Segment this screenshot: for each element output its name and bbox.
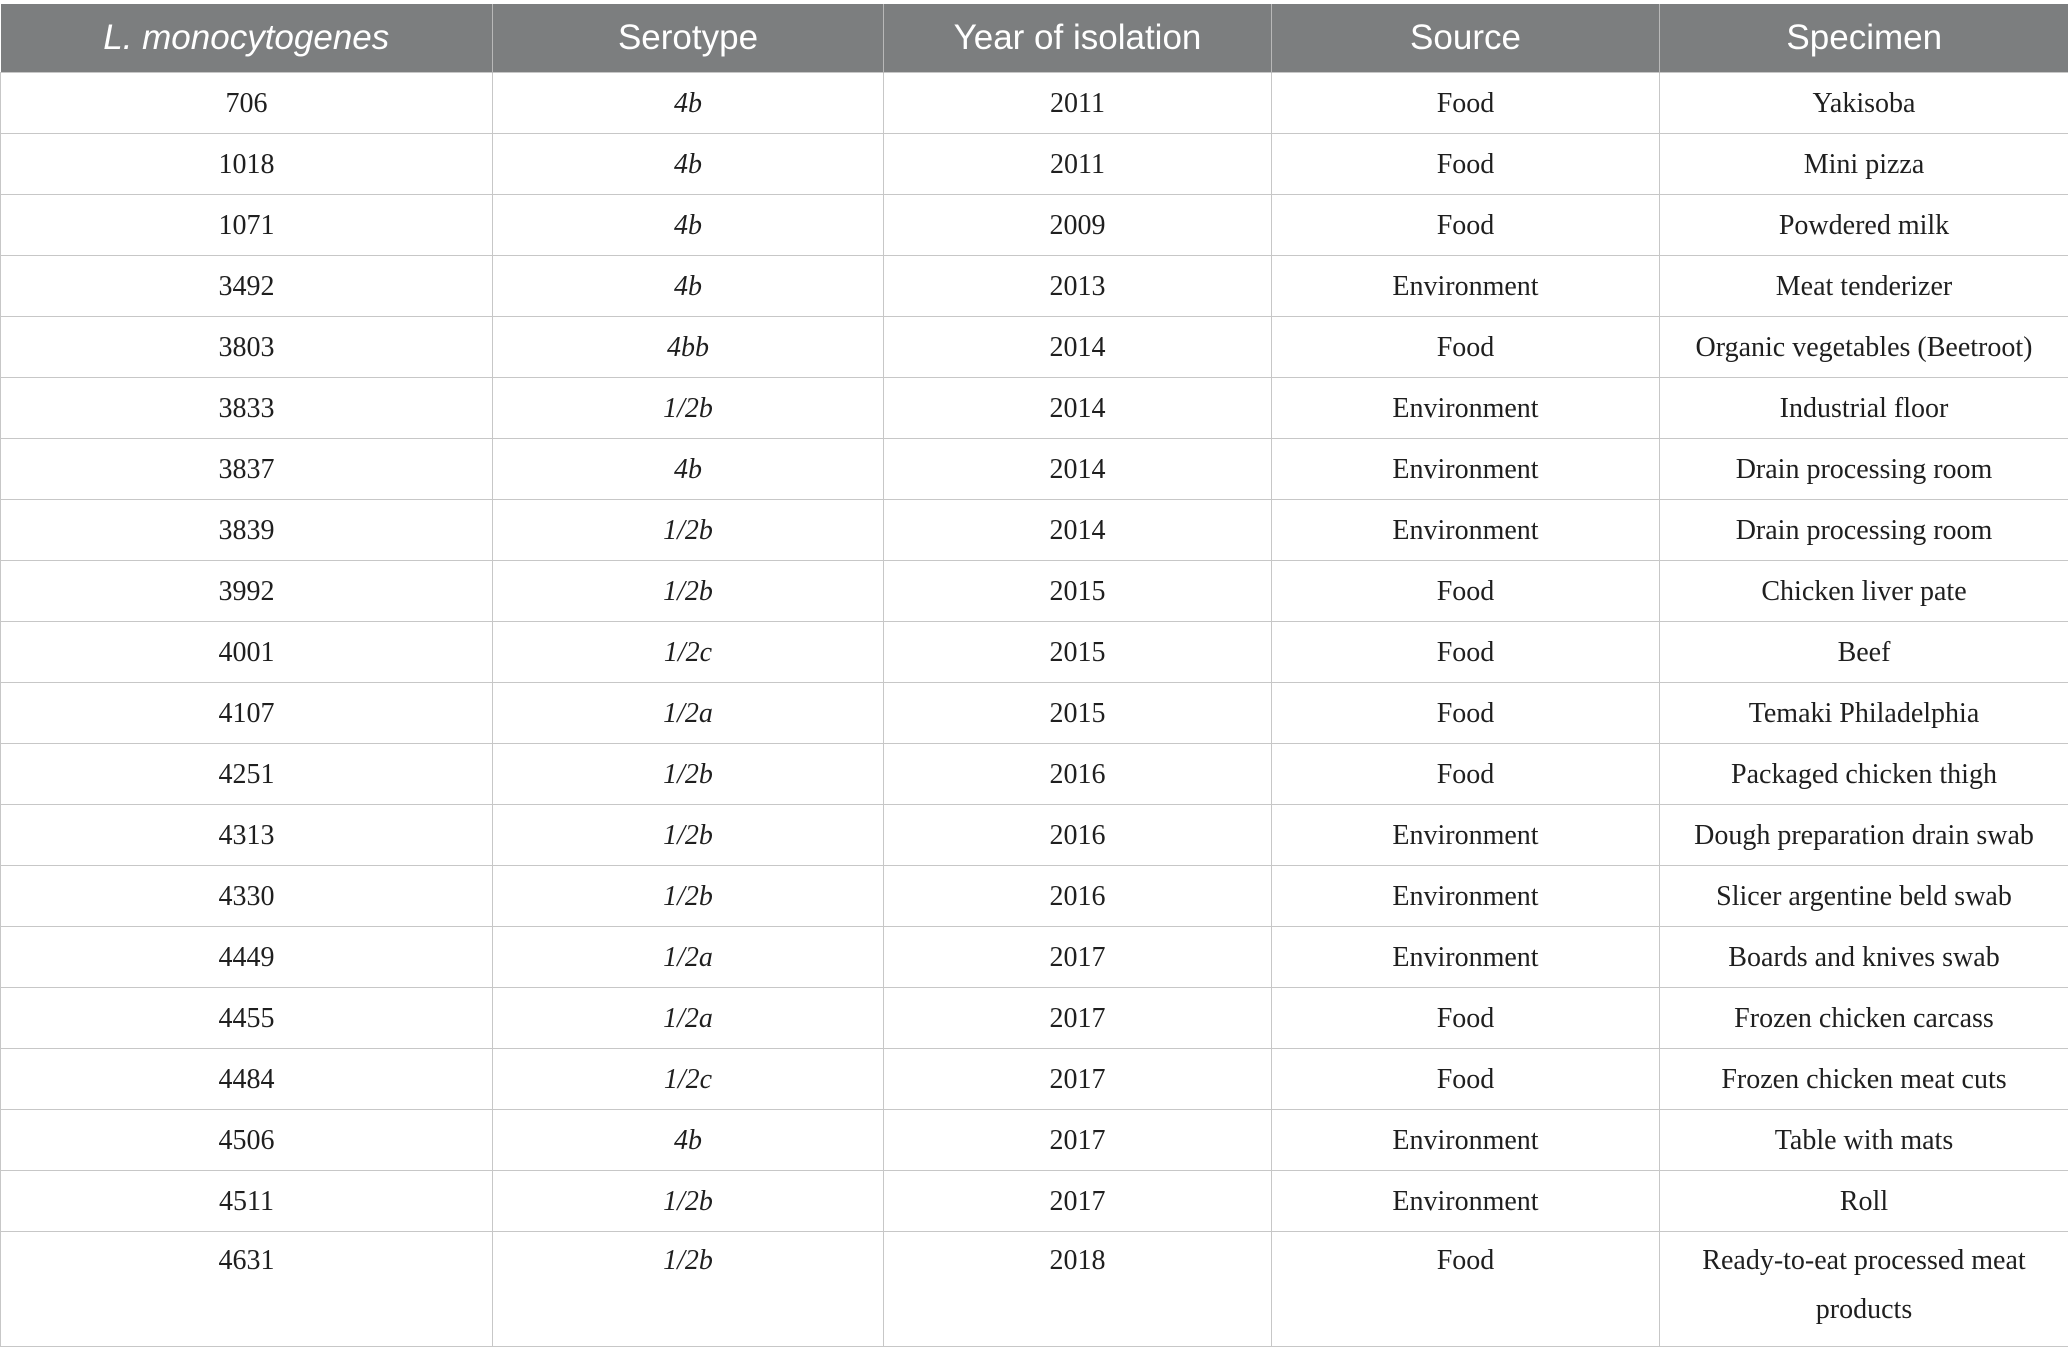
cell-strain: 4107 xyxy=(1,683,493,744)
table-row xyxy=(1,1049,2068,1110)
cell-source: Food xyxy=(1272,1049,1660,1110)
cell-specimen: Drain processing room xyxy=(1660,439,2068,500)
cell-strain: 1071 xyxy=(1,195,493,256)
cell-serotype: 1/2b xyxy=(493,561,884,622)
cell-year: 2017 xyxy=(884,1110,1272,1171)
cell-strain: 3992 xyxy=(1,561,493,622)
table-row xyxy=(1,744,2068,805)
table-row xyxy=(1,378,2068,439)
cell-specimen: Chicken liver pate xyxy=(1660,561,2068,622)
cell-source: Environment xyxy=(1272,256,1660,317)
cell-specimen: Meat tenderizer xyxy=(1660,256,2068,317)
cell-source: Food xyxy=(1272,744,1660,805)
cell-source: Environment xyxy=(1272,500,1660,561)
table-row xyxy=(1,805,2068,866)
header-strain: L. monocytogenes xyxy=(1,4,493,73)
cell-specimen: Industrial floor xyxy=(1660,378,2068,439)
cell-serotype: 1/2b xyxy=(493,744,884,805)
cell-serotype: 4bb xyxy=(493,317,884,378)
header-source: Source xyxy=(1272,4,1660,73)
cell-specimen: Packaged chicken thigh xyxy=(1660,744,2068,805)
cell-year: 2016 xyxy=(884,866,1272,927)
cell-serotype: 1/2a xyxy=(493,927,884,988)
cell-year: 2017 xyxy=(884,1049,1272,1110)
cell-source: Environment xyxy=(1272,378,1660,439)
cell-year: 2014 xyxy=(884,500,1272,561)
header-year: Year of isolation xyxy=(884,4,1272,73)
header-specimen: Specimen xyxy=(1660,4,2068,73)
cell-serotype: 4b xyxy=(493,134,884,195)
cell-source: Environment xyxy=(1272,927,1660,988)
table-row xyxy=(1,683,2068,744)
cell-strain: 1018 xyxy=(1,134,493,195)
cell-specimen: Slicer argentine beld swab xyxy=(1660,866,2068,927)
cell-strain: 706 xyxy=(1,73,493,134)
cell-serotype: 1/2c xyxy=(493,1049,884,1110)
cell-specimen: Drain processing room xyxy=(1660,500,2068,561)
cell-source: Food xyxy=(1272,1232,1660,1347)
table-row xyxy=(1,1110,2068,1171)
cell-year: 2017 xyxy=(884,1171,1272,1232)
cell-strain: 4511 xyxy=(1,1171,493,1232)
cell-specimen: Frozen chicken carcass xyxy=(1660,988,2068,1049)
cell-source: Food xyxy=(1272,988,1660,1049)
cell-source: Environment xyxy=(1272,439,1660,500)
cell-strain: 4313 xyxy=(1,805,493,866)
cell-strain: 4449 xyxy=(1,927,493,988)
table-row xyxy=(1,317,2068,378)
cell-year: 2014 xyxy=(884,378,1272,439)
cell-serotype: 4b xyxy=(493,195,884,256)
cell-year: 2016 xyxy=(884,744,1272,805)
cell-serotype: 4b xyxy=(493,439,884,500)
cell-year: 2016 xyxy=(884,805,1272,866)
cell-year: 2013 xyxy=(884,256,1272,317)
cell-serotype: 1/2a xyxy=(493,988,884,1049)
cell-strain: 3839 xyxy=(1,500,493,561)
table-row xyxy=(1,988,2068,1049)
table-row xyxy=(1,1232,2068,1347)
table-row xyxy=(1,256,2068,317)
cell-year: 2015 xyxy=(884,561,1272,622)
cell-year: 2017 xyxy=(884,927,1272,988)
cell-strain: 4484 xyxy=(1,1049,493,1110)
cell-strain: 4506 xyxy=(1,1110,493,1171)
cell-strain: 4251 xyxy=(1,744,493,805)
cell-year: 2018 xyxy=(884,1232,1272,1347)
cell-strain: 3803 xyxy=(1,317,493,378)
cell-strain: 3833 xyxy=(1,378,493,439)
cell-serotype: 1/2b xyxy=(493,500,884,561)
table-row xyxy=(1,927,2068,988)
cell-year: 2011 xyxy=(884,73,1272,134)
cell-strain: 4631 xyxy=(1,1232,493,1347)
cell-source: Environment xyxy=(1272,1110,1660,1171)
table-row xyxy=(1,73,2068,134)
cell-specimen: Frozen chicken meat cuts xyxy=(1660,1049,2068,1110)
cell-specimen: Roll xyxy=(1660,1171,2068,1232)
cell-year: 2014 xyxy=(884,439,1272,500)
cell-source: Food xyxy=(1272,561,1660,622)
table-row xyxy=(1,195,2068,256)
cell-source: Food xyxy=(1272,317,1660,378)
cell-year: 2015 xyxy=(884,622,1272,683)
cell-strain: 3837 xyxy=(1,439,493,500)
cell-specimen: Organic vegetables (Beetroot) xyxy=(1660,317,2068,378)
cell-source: Food xyxy=(1272,622,1660,683)
table-row xyxy=(1,622,2068,683)
table-row xyxy=(1,866,2068,927)
cell-source: Environment xyxy=(1272,805,1660,866)
cell-specimen: Table with mats xyxy=(1660,1110,2068,1171)
table-body xyxy=(1,73,2068,1347)
cell-serotype: 1/2b xyxy=(493,1232,884,1347)
cell-specimen: Powdered milk xyxy=(1660,195,2068,256)
cell-specimen: Ready-to-eat processed meat products xyxy=(1660,1232,2068,1347)
header-row xyxy=(1,4,2068,73)
cell-specimen: Dough preparation drain swab xyxy=(1660,805,2068,866)
cell-strain: 4330 xyxy=(1,866,493,927)
table-row xyxy=(1,561,2068,622)
cell-serotype: 1/2b xyxy=(493,378,884,439)
cell-strain: 3492 xyxy=(1,256,493,317)
cell-serotype: 1/2b xyxy=(493,1171,884,1232)
cell-source: Food xyxy=(1272,134,1660,195)
cell-year: 2009 xyxy=(884,195,1272,256)
table-row xyxy=(1,134,2068,195)
table-row xyxy=(1,439,2068,500)
cell-strain: 4001 xyxy=(1,622,493,683)
cell-source: Food xyxy=(1272,195,1660,256)
cell-serotype: 4b xyxy=(493,1110,884,1171)
cell-specimen: Temaki Philadelphia xyxy=(1660,683,2068,744)
cell-source: Environment xyxy=(1272,866,1660,927)
cell-specimen: Boards and knives swab xyxy=(1660,927,2068,988)
cell-specimen: Beef xyxy=(1660,622,2068,683)
cell-serotype: 1/2c xyxy=(493,622,884,683)
cell-year: 2014 xyxy=(884,317,1272,378)
cell-specimen: Yakisoba xyxy=(1660,73,2068,134)
table-row xyxy=(1,500,2068,561)
table-row xyxy=(1,1171,2068,1232)
cell-serotype: 4b xyxy=(493,256,884,317)
cell-source: Food xyxy=(1272,683,1660,744)
cell-year: 2011 xyxy=(884,134,1272,195)
cell-year: 2017 xyxy=(884,988,1272,1049)
cell-source: Environment xyxy=(1272,1171,1660,1232)
cell-serotype: 4b xyxy=(493,73,884,134)
cell-serotype: 1/2a xyxy=(493,683,884,744)
cell-specimen: Mini pizza xyxy=(1660,134,2068,195)
cell-strain: 4455 xyxy=(1,988,493,1049)
cell-year: 2015 xyxy=(884,683,1272,744)
header-serotype: Serotype xyxy=(493,4,884,73)
cell-serotype: 1/2b xyxy=(493,866,884,927)
cell-source: Food xyxy=(1272,73,1660,134)
cell-serotype: 1/2b xyxy=(493,805,884,866)
table-header xyxy=(1,4,2068,73)
isolates-table xyxy=(0,4,2068,1347)
